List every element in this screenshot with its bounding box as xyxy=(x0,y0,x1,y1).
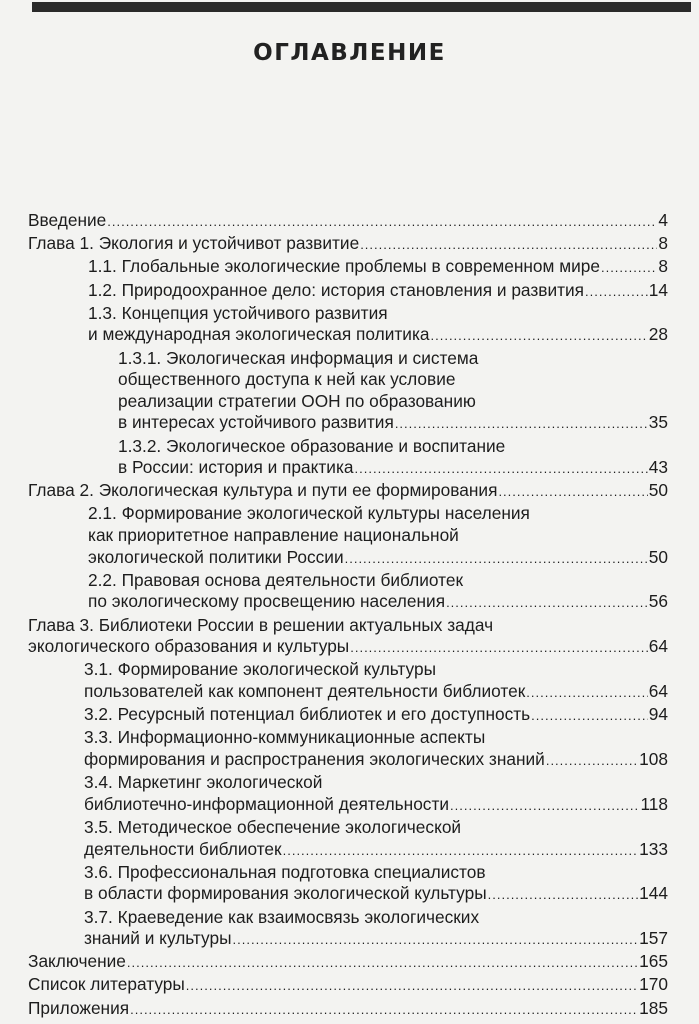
table-of-contents xyxy=(0,210,699,1021)
toc-entry-line xyxy=(88,547,668,570)
page-number: 157 xyxy=(639,928,668,949)
toc-entry-text: как приоритетное направление национальной xyxy=(88,525,459,546)
toc-entry-line xyxy=(88,303,668,325)
toc-entry-line xyxy=(118,348,668,370)
toc-entry-line xyxy=(28,951,668,974)
toc-entry-line xyxy=(118,436,668,458)
page-number: 133 xyxy=(639,838,668,859)
page-number: 50 xyxy=(648,480,668,501)
toc-entry-text: формирования и распространения экологических знаний xyxy=(84,748,545,769)
toc-entry-line xyxy=(84,727,668,749)
toc-entry[interactable] xyxy=(28,615,668,659)
page-number: 35 xyxy=(648,412,668,433)
toc-entry[interactable] xyxy=(84,704,668,727)
toc-entry-text: 1.2. Природоохранное дело: история становления и развития xyxy=(88,279,585,300)
dot-leader xyxy=(446,591,648,614)
toc-entry-line xyxy=(84,928,668,951)
toc-entry-line xyxy=(84,772,668,794)
toc-entry-line xyxy=(28,233,668,256)
toc-entry-line xyxy=(28,480,668,503)
page-number: 64 xyxy=(648,636,668,657)
toc-entry-text: Глава 1. Экология и устойчивот развитие xyxy=(28,233,360,254)
toc-entry-line xyxy=(28,974,668,997)
toc-entry-line xyxy=(118,391,668,413)
toc-entry-line xyxy=(28,615,668,637)
toc-entry-text: 3.7. Краеведение как взаимосвязь экологических xyxy=(84,906,480,927)
page-title: ОГЛАВЛЕНИЕ xyxy=(253,40,446,66)
toc-entry-line xyxy=(28,998,668,1021)
toc-entry-text: 3.6. Профессиональная подготовка специалистов xyxy=(84,861,486,882)
dot-leader xyxy=(531,704,648,727)
toc-entry-text: Приложения xyxy=(28,997,130,1018)
toc-entry[interactable] xyxy=(88,280,668,303)
toc-entry[interactable] xyxy=(84,659,668,703)
toc-entry-text: экологического образования и культуры xyxy=(28,636,350,657)
page-number: 108 xyxy=(639,748,668,769)
toc-entry[interactable] xyxy=(88,503,668,569)
page-number: 14 xyxy=(648,279,668,300)
toc-entry-text: 1.3. Концепция устойчивого развития xyxy=(88,302,388,323)
dot-leader xyxy=(345,547,648,570)
toc-entry-text: деятельности библиотек xyxy=(84,838,282,859)
toc-entry-text: экологической политики России xyxy=(88,546,344,567)
toc-entry-line xyxy=(88,503,668,525)
toc-entry-text: 3.5. Методическое обеспечение экологической xyxy=(84,816,462,837)
toc-entry-text: Глава 2. Экологическая культура и пути ее формирования xyxy=(28,480,498,501)
page-number: 50 xyxy=(648,546,668,567)
page-number: 8 xyxy=(658,233,668,254)
toc-entry-text: 1.1. Глобальные экологические проблемы в современном мире xyxy=(88,256,600,277)
dot-leader xyxy=(546,749,638,772)
toc-entry-line xyxy=(28,210,668,233)
page-number: 8 xyxy=(658,256,668,277)
toc-entry[interactable] xyxy=(88,256,668,279)
toc-entry[interactable] xyxy=(88,303,668,347)
toc-entry-text: Введение xyxy=(28,210,107,230)
toc-entry-line xyxy=(88,256,668,279)
dot-leader xyxy=(395,412,648,435)
toc-entry-line xyxy=(84,794,668,817)
toc-entry-text: 2.1. Формирование экологической культуры населения xyxy=(88,503,530,524)
toc-entry-line xyxy=(84,907,668,929)
page-number: 4 xyxy=(658,210,668,230)
toc-entry-line xyxy=(118,412,668,435)
toc-entry[interactable] xyxy=(28,210,668,233)
toc-entry-text: в интересах устойчивого развития xyxy=(118,412,394,433)
toc-entry[interactable] xyxy=(84,772,668,816)
toc-entry-text: Список литературы xyxy=(28,974,185,995)
page-number: 64 xyxy=(648,681,668,701)
dot-leader xyxy=(127,951,638,974)
toc-entry-line xyxy=(84,862,668,884)
toc-entry-line xyxy=(88,280,668,303)
toc-entry-text: 1.3.2. Экологическое образование и воспитание xyxy=(118,435,506,456)
dot-leader xyxy=(283,839,639,862)
page-number: 144 xyxy=(639,883,668,904)
toc-entry-line xyxy=(84,659,668,681)
toc-entry-line xyxy=(88,591,668,614)
toc-entry-text: в России: история и практика xyxy=(118,457,354,478)
dot-leader xyxy=(350,636,648,659)
dot-leader xyxy=(498,480,647,503)
toc-entry-text: реализации стратегии ООН по образованию xyxy=(118,390,476,411)
header-rule xyxy=(32,2,691,12)
toc-entry-line xyxy=(84,883,668,906)
toc-entry[interactable] xyxy=(88,570,668,614)
toc-entry-line xyxy=(84,839,668,862)
toc-entry-text: библиотечно-информационной деятельности xyxy=(84,793,450,814)
toc-entry-text: Заключение xyxy=(28,951,126,972)
dot-leader xyxy=(355,457,648,480)
toc-entry-text: и международная экологическая политика xyxy=(88,324,430,345)
toc-entry-line xyxy=(84,749,668,772)
toc-entry-line xyxy=(88,324,668,347)
toc-entry-text: 3.3. Информационно-коммуникационные аспекты xyxy=(84,727,486,748)
page-number: 170 xyxy=(639,974,668,995)
dot-leader xyxy=(130,998,638,1021)
toc-entry-text: знаний и культуры xyxy=(84,928,232,949)
toc-entry-text: 2.2. Правовая основа деятельности библиотек xyxy=(88,569,464,590)
toc-entry-text: 3.1. Формирование экологической культуры xyxy=(84,659,437,680)
toc-entry-text: по экологическому просвещению населения xyxy=(88,591,446,612)
page-number: 28 xyxy=(648,324,668,345)
dot-leader xyxy=(233,928,639,951)
toc-entry[interactable] xyxy=(28,233,668,256)
toc-entry[interactable] xyxy=(28,951,668,974)
toc-entry[interactable] xyxy=(84,907,668,951)
page-number: 118 xyxy=(640,793,668,814)
toc-entry[interactable] xyxy=(84,817,668,861)
toc-entry-text: 3.2. Ресурсный потенциал библиотек и его доступность xyxy=(84,704,531,725)
dot-leader xyxy=(360,233,657,256)
toc-entry[interactable] xyxy=(84,862,668,906)
toc-entry-line xyxy=(84,704,668,727)
toc-entry[interactable] xyxy=(28,480,668,503)
toc-entry[interactable] xyxy=(28,998,668,1021)
toc-entry-line xyxy=(118,457,668,480)
page-number: 165 xyxy=(639,951,668,972)
toc-entry-text: 3.4. Маркетинг экологической xyxy=(84,772,323,793)
dot-leader xyxy=(186,974,638,997)
toc-entry-line xyxy=(88,570,668,592)
dot-leader xyxy=(450,794,639,817)
dot-leader xyxy=(488,883,639,906)
toc-entry-line xyxy=(28,636,668,659)
toc-entry-line xyxy=(88,525,668,547)
toc-entry[interactable] xyxy=(84,727,668,771)
page-number: 43 xyxy=(648,457,668,478)
dot-leader xyxy=(585,280,648,303)
toc-entry[interactable] xyxy=(118,436,668,480)
toc-entry-text: 1.3.1. Экологическая информация и система xyxy=(118,347,479,368)
dot-leader xyxy=(526,681,647,704)
page-number: 56 xyxy=(648,591,668,612)
dot-leader xyxy=(431,324,648,347)
toc-entry-text: Глава 3. Библиотеки России в решении актуальных задач xyxy=(28,614,494,635)
toc-entry[interactable] xyxy=(118,348,668,435)
toc-entry-line xyxy=(84,681,668,704)
toc-entry[interactable] xyxy=(28,974,668,997)
toc-entry-text: в области формирования экологической культуры xyxy=(84,883,487,904)
toc-entry-line xyxy=(118,369,668,391)
toc-entry-text: пользователей как компонент деятельности библиотек xyxy=(84,681,526,701)
dot-leader xyxy=(107,210,657,233)
page-number: 185 xyxy=(639,997,668,1018)
toc-entry-text: общественного доступа к ней как условие xyxy=(118,369,456,390)
toc-entry-line xyxy=(84,817,668,839)
page-number: 94 xyxy=(648,704,668,725)
dot-leader xyxy=(601,256,657,279)
